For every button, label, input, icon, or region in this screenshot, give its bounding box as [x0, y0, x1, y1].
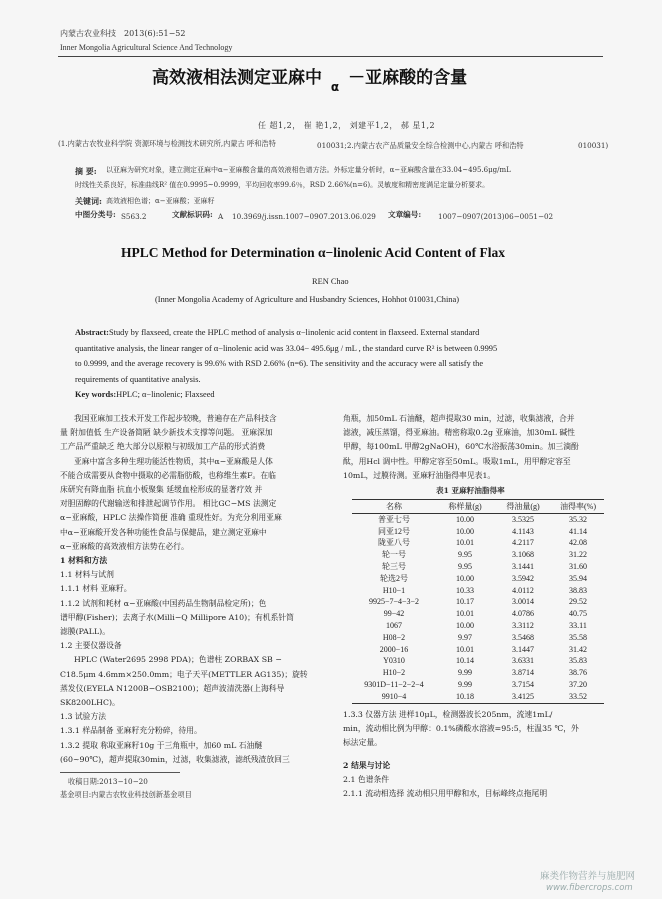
table-cell: 10.00	[456, 514, 474, 524]
abstract-cn-line2: 时线性关系良好，标准曲线R² 值在0.9995~0.9999，平均回收率99.6％，RSD 2.66%(n=6)。灵敏度和精密度满足定量分析要求。	[75, 181, 490, 189]
abstract-cn-label: 摘 要:	[75, 166, 97, 176]
table-row	[352, 585, 604, 597]
table-cell: 3.1068	[512, 550, 534, 560]
authors-cn: 任 超1,2， 崔 艳1,2， 刘建平1,2， 郝 星1,2	[258, 121, 436, 130]
table-header-cell: 油得率(%)	[560, 502, 596, 511]
intro2-line: 床研究有降血脂 抗血小板聚集 延缓血栓形成的显著疗效 并	[60, 485, 263, 495]
table-row	[352, 537, 604, 549]
extraction-line: 10mL，过膜待测。亚麻籽油脂得率见表1。	[343, 470, 496, 480]
table-cell: H10−2	[382, 668, 406, 678]
abstract-en	[75, 325, 595, 403]
right-column-bottom	[343, 708, 613, 801]
abstract-en-line4: requirements of quantitative analysis.	[75, 374, 201, 384]
received-date: 收稿日期:2013−10−20	[68, 777, 148, 786]
paper-title-en: HPLC Method for Determination α−linolenic Acid Content of Flax	[121, 245, 505, 260]
abstract-en-line2: quantitative analysis, the linear ranger of α−linolenic acid was 33.04− 495.6μg / mL , the standard curve R² is between 0.9995	[75, 343, 498, 353]
table-cell: 40.75	[569, 609, 587, 619]
table-cell: 同亚12号	[378, 526, 410, 536]
table-cell: 4.0112	[512, 585, 534, 595]
section-1-3-3-line: min，流动相比例为甲醇：0.1%磷酸水溶液=95:5，柱温35 ℃，外	[343, 724, 579, 734]
table-row	[352, 573, 604, 585]
extraction-line: 滤液，减压蒸馏，得亚麻油。精密称取0.2g 亚麻油，加30mL 碱性	[343, 428, 575, 438]
table-cell: 9910−4	[381, 691, 407, 701]
watermark-cn: 麻类作物营养与施肥网	[540, 871, 636, 882]
clc-label: 中图分类号:	[75, 210, 116, 219]
table-cell: 轮三号	[382, 561, 406, 571]
section-1-2-heading: 1.2 主要仪器设备	[60, 641, 122, 651]
section-1-2-line: HPLC (Water2695 2998 PDA)；色谱柱 ZORBAX SB −	[74, 655, 282, 665]
clc-value: S563.2	[121, 212, 147, 221]
section-1-2-line: 蒸发仪(EYELA N1200B−OSB2100)；超声波清洗器(上海科导	[60, 683, 285, 693]
table-cell: 33.52	[569, 691, 587, 701]
table-row	[352, 655, 604, 667]
keywords-en-text: HPLC; α−linolenic; Flaxseed	[116, 390, 215, 400]
section-1-2-line: SK8200LHC)。	[60, 698, 120, 708]
table-cell: 35.58	[569, 632, 587, 642]
article-label: 文章编号:	[388, 210, 422, 219]
table-cell: 10.00	[456, 573, 474, 583]
table-cell: 3.5942	[512, 573, 534, 583]
intro2-line: α−亚麻酸，HPLC 法操作简便 准确 重现性好。为充分利用亚麻	[60, 513, 282, 523]
section-1-2-line: C18.5μm 4.6mm×250.0mm；电子天平(METTLER AG135)；旋转	[60, 669, 308, 679]
table-cell: 轮选2号	[380, 573, 408, 583]
table-cell: 38.83	[569, 585, 587, 595]
section-1-3-2-line: (60~90℃)，超声提取30min，过滤，收集滤液，滤纸残渣放回三	[60, 754, 290, 764]
section-1-3-3-line: 标法定量。	[343, 738, 382, 748]
section-2-1-heading: 2.1 色谱条件	[343, 774, 390, 784]
table-row	[352, 561, 604, 573]
table-row	[352, 691, 604, 703]
table-cell: 4.2117	[512, 538, 534, 548]
table-cell: 9301D−11−2−2−4	[364, 679, 424, 689]
doi: 10.3969/j.issn.1007−0907.2013.06.029	[232, 212, 376, 221]
table-cell: 3.7154	[512, 679, 534, 689]
table-cell: 33.11	[569, 620, 587, 630]
table-cell: 3.3112	[512, 620, 534, 630]
abstract-cn-line1: 以亚麻为研究对象，建立测定亚麻中α−亚麻酸含量的高效液相色谱方法。外标定量分析时，α−亚麻酸含量在33.04~495.6μg/mL	[106, 166, 511, 174]
intro2-line: 亚麻中富含多种生理功能活性物质，其中α−亚麻酸是人体	[74, 456, 273, 466]
table-cell: 10.18	[456, 691, 474, 701]
section-1-1-2-line: 谱甲醇(Fisher)；去离子水(Milli−Q Millipore A10)；有机系针筒	[60, 612, 294, 622]
table-cell: 4.0786	[512, 609, 534, 619]
table-cell: 3.1441	[512, 561, 534, 571]
table-cell: 9.95	[458, 561, 472, 571]
extraction-line: 甲醇，每100mL 甲醇2gNaOH)，60℃水浴振荡30min。加三滴酚	[343, 442, 579, 452]
intro2-line: 对胆固醇的代谢输送和排泄起调节作用。 相比GC−MS 法测定	[60, 499, 277, 509]
table-cell: 9.99	[458, 679, 472, 689]
table-cell: 3.0014	[512, 597, 534, 607]
table-row	[352, 679, 604, 691]
table-cell: H08−2	[382, 632, 406, 642]
table-header-cell: 名称	[386, 502, 402, 511]
table-header-cell: 称样量(g)	[448, 502, 482, 511]
table-cell: 9.99	[458, 668, 472, 678]
author-en: REN Chao	[312, 277, 349, 286]
table-top-rule	[352, 499, 604, 500]
table-cell: 35.94	[569, 573, 587, 583]
table-header-cell: 得油量(g)	[506, 502, 540, 511]
extraction-line: 角瓶，加50mL 石油醚，超声提取30 min，过滤，收集滤液，合并	[343, 414, 575, 423]
extraction-line: 酞，用Hcl 调中性。甲醇定容至50mL。吸取1mL，用甲醇定容至	[343, 456, 571, 466]
table-cell: 10.17	[456, 597, 474, 607]
table-cell: 37.20	[569, 679, 587, 689]
table-row	[352, 526, 604, 538]
table-row	[352, 632, 604, 644]
footnote-rule	[60, 772, 180, 773]
table-cell: 10.00	[456, 526, 474, 536]
table-cell: 9925−7−4−3−2	[368, 597, 420, 607]
table-cell: Y0310	[383, 656, 405, 666]
table-cell: 3.1447	[512, 644, 534, 654]
title-cn-rest: －亚麻酸的含量	[348, 68, 468, 88]
table-caption: 表1 亚麻籽油脂得率	[436, 486, 505, 495]
journal-name-en: Inner Mongolia Agricultural Science And Technology	[60, 43, 233, 52]
table-cell: 3.5468	[512, 632, 534, 642]
keywords-cn-text: 高效液相色谱；α−亚麻酸；亚麻籽	[106, 197, 215, 205]
keywords-en-label: Key words:	[75, 390, 117, 400]
article-value: 1007−0907(2013)06−0051−02	[438, 212, 554, 221]
journal-issue: 2013(6):51−52	[124, 29, 186, 38]
table-cell: 29.52	[569, 597, 587, 607]
section-1-3-1: 1.3.1 样品制备 亚麻籽充分粉碎，待用。	[60, 726, 202, 736]
section-2-heading: 2 结果与讨论	[343, 760, 391, 770]
section-1-heading: 1 材料和方法	[60, 556, 108, 566]
abstract-en-line1: Study by flaxseed, create the HPLC method of analysis α−linolenic acid content in flaxseed. External standard	[108, 328, 480, 337]
table-cell: 10.00	[456, 620, 474, 630]
section-2-1-1: 2.1.1 流动相选择 流动相只用甲醇和水，目标峰终点拖尾明	[343, 789, 548, 799]
paper-title-cn	[152, 68, 468, 94]
fund-project: 基金项目:内蒙古农牧业科技创新基金项目	[60, 790, 192, 799]
table-cell: 3.6331	[512, 656, 534, 666]
keywords-cn-label: 关键词:	[75, 196, 102, 206]
table-cell: H10−1	[382, 585, 406, 595]
table-cell: 35.83	[569, 656, 587, 666]
table-cell: 10.33	[456, 585, 474, 595]
table-cell: 1067	[386, 620, 402, 630]
intro2-line: 中α−亚麻酸开发各种功能性食品与保健品，建立测定亚麻中	[60, 527, 267, 537]
table-cell: 9.97	[458, 632, 472, 642]
affiliation-cn-mid: 010031;2.内蒙古农产品质量安全综合检测中心,内蒙古 呼和浩特	[317, 141, 524, 150]
doc-value: A	[218, 212, 224, 221]
table-cell: 9.95	[458, 550, 472, 560]
intro2-line: 不能合成需要从食物中摄取的必需脂肪酸，也称维生素F。在临	[60, 470, 276, 480]
table-cell: 10.01	[456, 644, 474, 654]
table-cell: 31.42	[569, 644, 587, 654]
table-cell: 3.8714	[512, 668, 534, 678]
table-cell: 42.08	[569, 538, 587, 548]
left-column	[60, 412, 330, 767]
table-cell: 轮一号	[382, 550, 406, 560]
table-row	[352, 596, 604, 608]
table-row	[352, 667, 604, 679]
table-row	[352, 549, 604, 561]
section-1-3-3-line: 1.3.3 仪器方法 进样10μL，检测器波长205nm，流速1mL/	[343, 710, 553, 719]
table-cell: 41.14	[569, 526, 587, 536]
table-row	[352, 620, 604, 632]
header-rule	[58, 56, 603, 57]
table-cell: 2000−16	[379, 644, 409, 654]
table-cell: 31.22	[569, 550, 587, 560]
table-cell: 10.01	[456, 609, 474, 619]
title-cn-alpha: α	[330, 80, 340, 94]
section-1-1-2-line: 滤膜(PALL)。	[60, 627, 110, 637]
table-header-row	[352, 501, 604, 513]
table-cell: 陇亚八号	[378, 538, 410, 548]
abstract-en-label: Abstract:	[75, 328, 109, 337]
table-cell: 3.4125	[512, 691, 534, 701]
table-cell: 10.14	[456, 656, 474, 666]
affiliation-cn-left: (1.内蒙古农牧业科学院 资源环境与检测技术研究所,内蒙古 呼和浩特	[58, 139, 276, 148]
table-row	[352, 608, 604, 620]
affiliation-en: (Inner Mongolia Academy of Agriculture and Husbandry Sciences, Hohhot 010031,China)	[155, 295, 459, 304]
abstract-en-line3: to 0.9999, and the average recovery is 99.6% with RSD 2.66% (n=6). The sensitivity and the accuracy were all satisfy the	[75, 359, 484, 369]
intro1-line: 我国亚麻加工技术开发工作起步较晚，普遍存在产品科技含	[74, 414, 277, 423]
table-cell: 普亚七号	[378, 514, 410, 524]
doc-label: 文献标识码:	[172, 210, 213, 219]
table-cell: 4.1143	[512, 526, 534, 536]
title-cn-main: 高效液相法测定亚麻中	[152, 68, 322, 88]
table-cell: 38.76	[569, 668, 587, 678]
section-1-1-1: 1.1.1 材料 亚麻籽。	[60, 584, 132, 594]
section-1-1-2-line: 1.1.2 试剂和耗材 α−亚麻酸(中国药品生物制品检定所)；色	[60, 598, 267, 608]
right-column-top	[343, 412, 613, 483]
section-1-3-heading: 1.3 试验方法	[60, 712, 107, 722]
watermark-url: www.fibercrops.com	[546, 883, 633, 893]
affiliation-cn-right: 010031)	[578, 141, 609, 150]
table-cell: 10.01	[456, 538, 474, 548]
table-cell: 31.60	[569, 561, 587, 571]
table-row	[352, 644, 604, 656]
intro1-line: 工产品严重缺乏 绝大部分以原粮与初级加工产品的形式消费	[60, 442, 266, 452]
journal-name-cn: 内蒙古农业科技	[60, 29, 116, 38]
intro1-line: 量 附加值低 生产设备简陋 缺少新技术支撑等问题。 亚麻深加	[60, 428, 273, 438]
section-1-3-2-line: 1.3.2 提取 称取亚麻籽10g 于三角瓶中，加60 mL 石油醚	[60, 740, 263, 750]
intro2-line: α−亚麻酸的高效液相方法势在必行。	[60, 541, 189, 551]
table-row	[352, 513, 604, 525]
table-cell: 35.32	[569, 514, 587, 524]
table-cell: 3.5325	[512, 514, 534, 524]
table-cell: 99−42	[383, 609, 405, 619]
seed-oil-table	[352, 501, 604, 704]
section-1-1-heading: 1.1 材料与试剂	[60, 570, 114, 580]
